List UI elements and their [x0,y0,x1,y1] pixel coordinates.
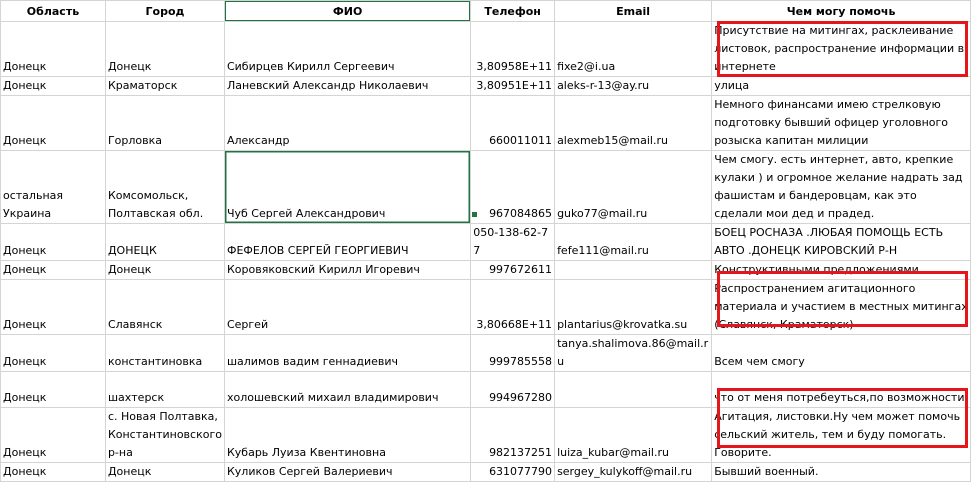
cell-region[interactable]: Донецк [1,261,106,280]
cell-region[interactable]: остальная Украина [1,151,106,224]
cell-name[interactable]: Куликов Сергей Валериевич [224,463,470,482]
cell-help[interactable]: Агитация, листовки.Ну чем может помочь сельский житель, тем и буду помогать. Говорите. [712,408,971,463]
table-row [1,335,971,372]
cell-phone[interactable]: 3,80668E+11 [471,280,555,335]
cell-phone[interactable]: 631077790 [471,463,555,482]
table-row [1,22,971,77]
header-row [1,1,971,22]
table-row [1,408,971,463]
cell-name[interactable]: Александр [224,96,470,151]
cell-phone[interactable]: 3,80951E+11 [471,77,555,96]
header-email[interactable]: Email [555,1,712,22]
cell-city[interactable]: с. Новая Полтавка, Константиновского р-на [105,408,224,463]
table-row [1,261,971,280]
cell-help[interactable]: БОЕЦ РОСНАЗА .ЛЮБАЯ ПОМОЩЬ ЕСТЬ АВТО .ДОНЕЦК КИРОВСКИЙ Р-Н [712,224,971,261]
cell-name[interactable]: Кубарь Луиза Квентиновна [224,408,470,463]
table-row [1,96,971,151]
cell-email[interactable]: fixe2@i.ua [555,22,712,77]
cell-email[interactable]: aleks-r-13@ay.ru [555,77,712,96]
cell-region[interactable]: Донецк [1,224,106,261]
cell-city[interactable]: Донецк [105,261,224,280]
table-row [1,77,971,96]
cell-name-selected[interactable]: Чуб Сергей Александрович [224,151,470,224]
cell-phone[interactable]: 660011011 [471,96,555,151]
cell-region[interactable]: Донецк [1,335,106,372]
cell-city[interactable]: Горловка [105,96,224,151]
cell-city[interactable]: константиновка [105,335,224,372]
cell-region[interactable]: Донецк [1,96,106,151]
cell-email[interactable]: guko77@mail.ru [555,151,712,224]
header-region[interactable]: Область [1,1,106,22]
cell-email[interactable]: luiza_kubar@mail.ru [555,408,712,463]
cell-phone[interactable]: 997672611 [471,261,555,280]
cell-phone[interactable]: 967084865 [471,151,555,224]
cell-city[interactable]: ДОНЕЦК [105,224,224,261]
cell-city[interactable]: Славянск [105,280,224,335]
cell-name[interactable]: Сибирцев Кирилл Сергеевич [224,22,470,77]
cell-email[interactable]: alexmeb15@mail.ru [555,96,712,151]
cell-phone[interactable]: 982137251 [471,408,555,463]
cell-phone[interactable]: 999785558 [471,335,555,372]
table-row [1,280,971,335]
cell-email[interactable]: plantarius@krovatka.su [555,280,712,335]
cell-city[interactable]: Донецк [105,463,224,482]
cell-email[interactable]: fefe111@mail.ru [555,224,712,261]
cell-name[interactable]: Ланевский Александр Николаевич [224,77,470,96]
fill-handle[interactable] [471,211,478,218]
cell-region[interactable]: Донецк [1,77,106,96]
cell-city[interactable]: Донецк [105,22,224,77]
cell-help[interactable]: Конструктивными предложениями. [712,261,971,280]
cell-help[interactable]: Распространением агитационного материала и участием в местных митингах (Славянск, Краматорск) [712,280,971,335]
cell-region[interactable]: Донецк [1,22,106,77]
cell-help[interactable]: Всем чем смогу [712,335,971,372]
cell-help[interactable]: что от меня потребеуться,по возможности. [712,372,971,408]
cell-help[interactable]: улица [712,77,971,96]
cell-email[interactable] [555,372,712,408]
cell-phone[interactable]: 994967280 [471,372,555,408]
cell-region[interactable]: Донецк [1,408,106,463]
header-name[interactable]: ФИО [224,1,470,22]
cell-help[interactable]: Бывший военный. [712,463,971,482]
cell-name[interactable]: Сергей [224,280,470,335]
cell-region[interactable]: Донецк [1,372,106,408]
cell-phone[interactable]: 050-138-62-77 [471,224,555,261]
table-row [1,224,971,261]
cell-help[interactable]: Немного финансами имею стрелковую подготовку бывший офицер уголовного розыска капитан милиции [712,96,971,151]
cell-city[interactable]: шахтерск [105,372,224,408]
header-city[interactable]: Город [105,1,224,22]
header-phone[interactable]: Телефон [471,1,555,22]
table-row [1,151,971,224]
cell-help[interactable]: Чем смогу. есть интернет, авто, крепкие кулаки ) и огромное желание надрать зад фашистам и бандеровцам, как это сделали мои дед и прадед. [712,151,971,224]
cell-help[interactable]: Присутствие на митингах, расклеивание листовок, распространение информации в интернете [712,22,971,77]
cell-city[interactable]: Краматорск [105,77,224,96]
cell-name[interactable]: холошевский михаил владимирович [224,372,470,408]
cell-name[interactable]: шалимов вадим геннадиевич [224,335,470,372]
table-row [1,372,971,408]
header-help[interactable]: Чем могу помочь [712,1,971,22]
cell-email[interactable]: tanya.shalimova.86@mail.ru [555,335,712,372]
cell-name[interactable]: Коровяковский Кирилл Игоревич [224,261,470,280]
cell-name[interactable]: ФЕФЕЛОВ СЕРГЕЙ ГЕОРГИЕВИЧ [224,224,470,261]
cell-city[interactable]: Комсомольск, Полтавская обл. [105,151,224,224]
cell-phone[interactable]: 3,80958E+11 [471,22,555,77]
cell-region[interactable]: Донецк [1,280,106,335]
cell-email[interactable] [555,261,712,280]
cell-email[interactable]: sergey_kulykoff@mail.ru [555,463,712,482]
cell-region[interactable]: Донецк [1,463,106,482]
table-row [1,463,971,482]
